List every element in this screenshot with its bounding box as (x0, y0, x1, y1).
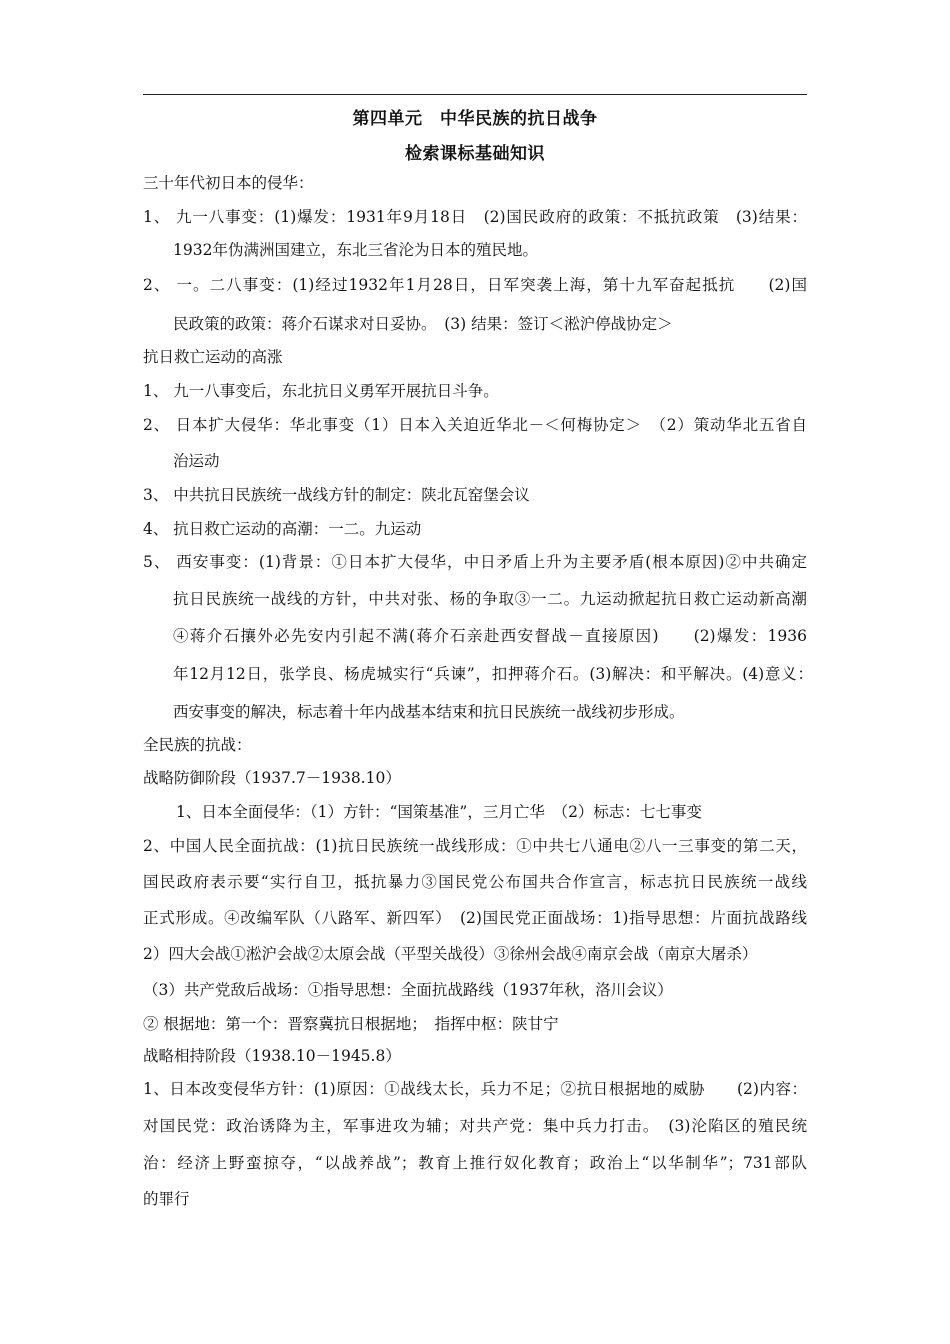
list-item: 1、日本改变侵华方针：(1)原因：①战线太长，兵力不足；②抗日根据地的威胁 (2)内容： (143, 1080, 807, 1098)
list-item-continuation: ② 根据地：第一个：晋察冀抗日根据地； 指挥中枢：陕甘宁 (143, 1015, 559, 1033)
list-item-continuation: 2）四大会战①淞沪会战②太原会战（平型关战役）③徐州会战④南京会战（南京大屠杀） (143, 945, 758, 963)
heading-early-invasion: 三十年代初日本的侵华： (143, 174, 314, 192)
section-title: 检索课标基础知识 (405, 144, 545, 164)
list-item-continuation: （3）共产党敌后战场：①指导思想：全面抗战路线（1937年秋，洛川会议） (143, 981, 673, 999)
list-item: 5、 西安事变：(1)背景：①日本扩大侵华，中日矛盾上升为主要矛盾(根本原因)②中共确定 (143, 553, 807, 571)
list-item: 1、 九一八事变：(1)爆发：1931年9月18日 (2)国民政府的政策：不抵抗政策 (3)结果： (143, 208, 807, 226)
list-item-continuation: 民政策的政策：蒋介石谋求对日妥协。 (3) 结果：签订＜淞沪停战协定＞ (173, 315, 673, 333)
list-item-continuation: 1932年伪满洲国建立，东北三省沦为日本的殖民地。 (173, 241, 538, 259)
list-item: 2、中国人民全面抗战：(1)抗日民族统一战线形成：①中共七八通电②八一三事变的第二天， (143, 837, 807, 855)
list-item-continuation: 对国民党：政治诱降为主，军事进攻为辅；对共产党：集中兵力打击。 (3)沦陷区的殖民统 (143, 1117, 807, 1135)
heading-resistance-movement: 抗日救亡运动的高涨 (143, 348, 283, 366)
list-item: 1、 九一八事变后，东北抗日义勇军开展抗日斗争。 (143, 382, 499, 400)
list-item: 2、 一。二八事变：(1)经过1932年1月28日，日军突袭上海，第十九军奋起抵抗 (2)国 (143, 276, 807, 294)
list-item-continuation: 西安事变的解决，标志着十年内战基本结束和抗日民族统一战线初步形成。 (173, 703, 685, 721)
list-item: 3、 中共抗日民族统一战线方针的制定：陕北瓦窑堡会议 (143, 486, 530, 504)
list-item: 4、 抗日救亡运动的高潮：一二。九运动 (143, 520, 422, 538)
list-item-continuation: 抗日民族统一战线的方针，中共对张、杨的争取③一二。九运动掀起抗日救亡运动新高潮 (173, 590, 807, 608)
list-item: 2、 日本扩大侵华：华北事变（1）日本入关迫近华北－＜何梅协定＞ （2）策动华北五省自 (143, 416, 807, 434)
list-item-continuation: 治运动 (173, 452, 220, 470)
list-item-continuation: 国民政府表示要“实行自卫，抵抗暴力③国民党公布国共合作宣言，标志抗日民族统一战线 (143, 873, 807, 891)
heading-defense-stage: 战略防御阶段（1937.7－1938.10） (143, 769, 401, 787)
list-item-continuation: 的罪行 (143, 1190, 190, 1208)
list-item-continuation: 正式形成。④改编军队（八路军、新四军） (2)国民党正面战场：1)指导思想：片面抗战路线 (143, 909, 807, 927)
unit-title: 第四单元 中华民族的抗日战争 (352, 109, 598, 129)
list-item-continuation: 年12月12日，张学良、杨虎城实行“兵谏”，扣押蒋介石。(3)解决：和平解决。(4)意义： (173, 665, 813, 683)
list-item-continuation: 治：经济上野蛮掠夺，“以战养战”；教育上推行奴化教育；政治上“以华制华”；731部队 (143, 1154, 807, 1172)
list-item: 1、日本全面侵华：（1）方针：“国策基准”，三月亡华 （2）标志：七七事变 (176, 803, 702, 821)
list-item-continuation: ④蒋介石攘外必先安内引起不满(蒋介石亲赴西安督战－直接原因) (2)爆发：1936 (173, 627, 807, 645)
top-rule (143, 94, 807, 95)
heading-stalemate-stage: 战略相持阶段（1938.10－1945.8） (143, 1047, 401, 1065)
heading-full-war: 全民族的抗战： (143, 736, 252, 754)
